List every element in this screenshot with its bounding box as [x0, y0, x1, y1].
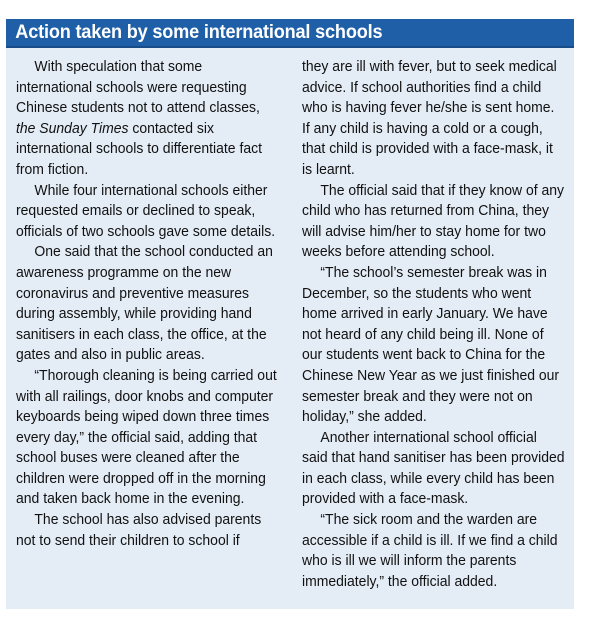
paragraph-text: With speculation that some international schools were requesting Chinese students not to attend classes, [16, 58, 260, 117]
paragraph: “Thorough cleaning is being carried out with all railings, door knobs and computer keyboards being wiped down three times every day,” the official said, adding that school buses were cleaned after the children were dropped off in the morning and taken back home in the evening. [16, 366, 277, 508]
right-column [302, 57, 566, 592]
title-bar [6, 19, 574, 48]
paragraph: they are ill with fever, but to seek medical advice. If school authorities find a child who is having fever he/she is sent home. If any child is having a cold or a cough, that child is provided with a face-mask, it is learnt. [302, 58, 557, 178]
paragraph-text: contacted six international schools to differentiate fact from fiction. [16, 119, 262, 178]
paragraph [16, 57, 280, 181]
paragraph: The school has also advised parents not to send their children to school if [16, 511, 262, 549]
publication-name: the Sunday Times [16, 119, 129, 137]
paragraph: One said that the school conducted an awareness programme on the new coronavirus and preventive measures during assembly, while providing hand sanitisers in each class, the office, at the gates and also in public areas. [16, 243, 273, 364]
paragraph: The official said that if they know of any child who has returned from China, they will advise him/her to stay home for two weeks before attending school. [302, 181, 565, 261]
left-column [16, 57, 280, 551]
paragraph: “The sick room and the warden are accessible if a child is ill. If we find a child who is ill we will inform the parents immediately,” the official added. [302, 511, 558, 590]
article-box [6, 19, 574, 609]
article-title: Action taken by some international schools [15, 21, 383, 43]
paragraph: “The school’s semester break was in December, so the students who went home arrived in early January. We have not heard of any child being ill. None of our students went back to China for the Chinese New Year as we just finished our semester break and they were not on holiday,” she added. [302, 263, 560, 426]
paragraph: While four international schools either requested emails or declined to speak, officials of two schools gave some details. [16, 181, 276, 240]
paragraph: Another international school official said that hand sanitiser has been provided in each class, while every child has been provided with a face-mask. [302, 428, 565, 508]
